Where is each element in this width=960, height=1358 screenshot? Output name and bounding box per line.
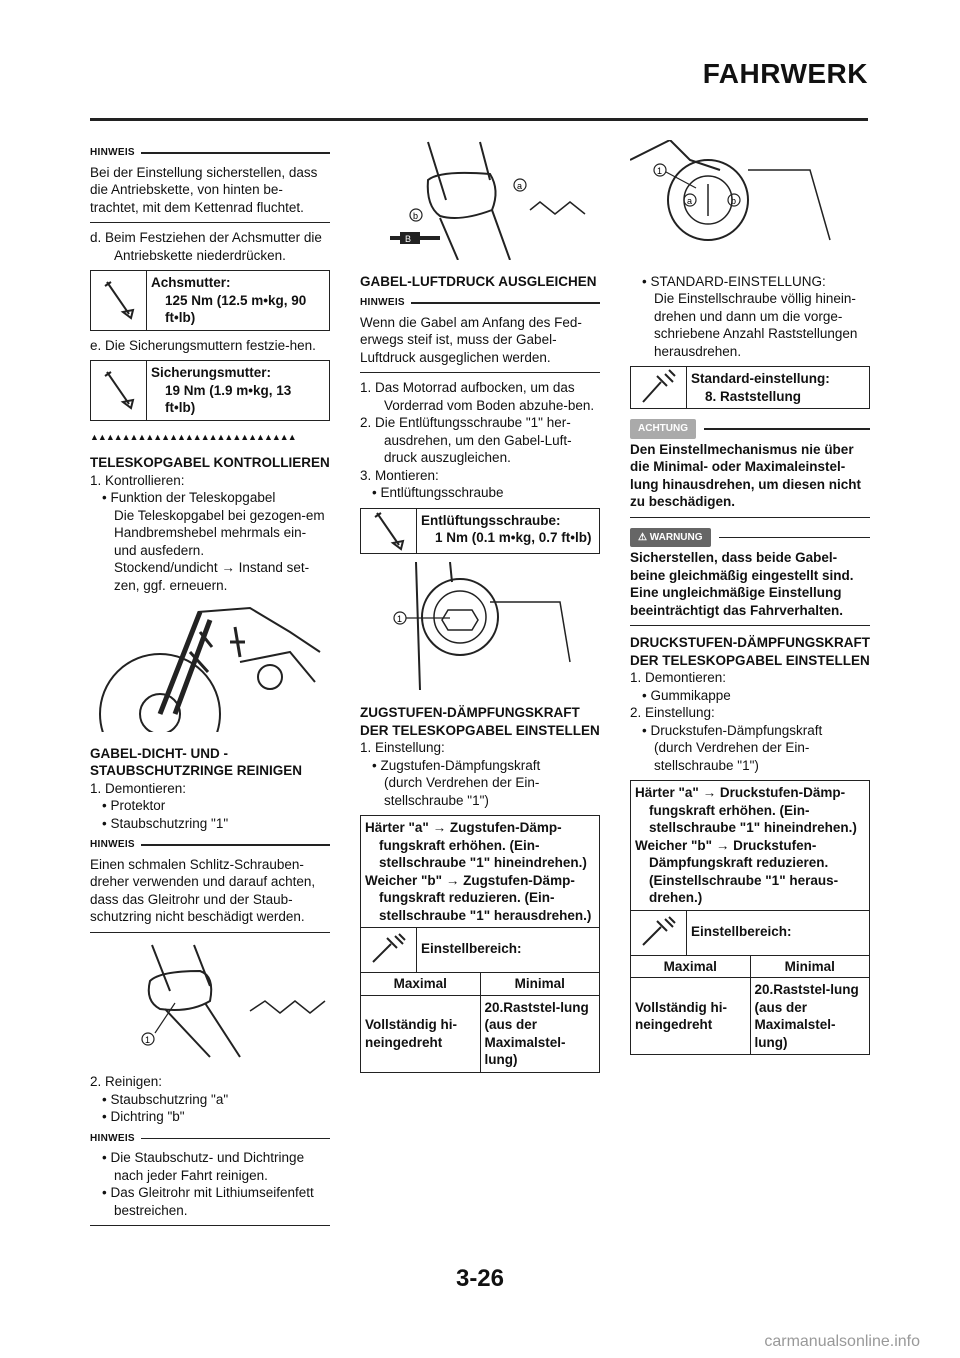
note-header: HINWEIS xyxy=(90,836,330,854)
footer-watermark: carmanualsonline.info xyxy=(764,1333,920,1350)
fork-seal-illustration xyxy=(360,140,600,265)
caution-header: ACHTUNG xyxy=(630,419,870,439)
adjust-icon xyxy=(631,911,687,955)
callout-b: b xyxy=(731,196,737,206)
bullet-text: (durch Verdrehen der Ein-stellschraube "1") xyxy=(384,775,540,808)
step: 1. Einstellung: xyxy=(360,740,445,755)
torque-wrench-icon xyxy=(361,509,417,553)
torque-spec-bleed-screw: Entlüftungsschraube: 1 Nm (0.1 m•kg, 0.7 ft•lb) xyxy=(360,508,600,554)
note-header: HINWEIS xyxy=(360,294,600,312)
adjust-icon xyxy=(361,928,417,972)
note-text: Einen schmalen Schlitz-Schrauben-dreher verwenden und darauf achten, dass das Gleitrohr und der Staub-schutzring nicht beschädigt werden. xyxy=(90,854,330,933)
bullet-text: Die Einstellschraube völlig hinein-drehen und dann um die vorge-schriebene Anzahl Raststellungen herausdrehen. xyxy=(654,291,858,359)
note-text: • Die Staubschutz- und Dichtringe nach jeder Fahrt reinigen. • Das Gleitrohr mit Lithiumseifenfett bestreichen. xyxy=(90,1147,330,1226)
rebound-damping-box: Härter "a" → Zugstufen-Dämp-fungskraft erhöhen. (Ein-stellschraube "1" hineindrehen.) Weicher "b" → Zugstufen-Dämp-fungskraft reduzieren. (Ein-stellschraube "1" herausdrehen.) Einstellbereich: Maximal Minimal Vollständig hi-neingedreht 20.Raststel-lung (aus der Maximalstel-lung) xyxy=(360,815,600,1073)
fork-cap-illustration xyxy=(360,562,600,697)
bullet: • Staubschutzring "a" xyxy=(102,1091,229,1107)
step: 2. Reinigen: xyxy=(90,1074,163,1089)
bullet: • Funktion der Teleskopgabel xyxy=(102,490,276,505)
bullet: • Zugstufen-Dämpfungskraft xyxy=(372,757,541,773)
section-heading: DRUCKSTUFEN-DÄMPFUNGSKRAFT DER TELESKOPGABEL EINSTELLEN xyxy=(630,635,870,668)
warning-triangle-icon: ⚠ xyxy=(638,531,650,543)
callout-a: a xyxy=(687,196,693,206)
column-2 xyxy=(360,140,600,1079)
bullet-text: Die Teleskopgabel bei gezogen-em Handbremshebel mehrmals ein- und ausfedern. xyxy=(114,507,325,558)
section-heading: ZUGSTUFEN-DÄMPFUNGSKRAFT DER TELESKOPGABEL EINSTELLEN xyxy=(360,705,600,738)
section-heading: TELESKOPGABEL KONTROLLIEREN xyxy=(90,455,330,470)
callout-a: a xyxy=(517,181,523,191)
warning-header: ⚠ WARNUNG xyxy=(630,528,870,548)
step: 1. Demontieren: xyxy=(630,670,727,685)
bullet: • Druckstufen-Dämpfungskraft xyxy=(642,722,823,738)
section-heading: GABEL-DICHT- UND -STAUBSCHUTZRINGE REINIGEN xyxy=(90,745,303,778)
column-3 xyxy=(630,140,870,1061)
torque-spec-lock-nut: Sicherungsmutter: 19 Nm (1.9 m•kg, 13 ft•lb) xyxy=(90,360,330,421)
adjuster-illustration xyxy=(630,140,870,265)
section-divider: ▲▲▲▲▲▲▲▲▲▲▲▲▲▲▲▲▲▲▲▲▲▲▲▲▲▲ xyxy=(90,431,296,442)
step: 1. Demontieren: xyxy=(90,780,187,796)
note-header: HINWEIS xyxy=(90,1130,330,1148)
motorcycle-fork-illustration xyxy=(90,602,330,737)
header-rule xyxy=(90,118,868,121)
compression-damping-box: Härter "a" → Druckstufen-Dämp-fungskraft erhöhen. (Ein-stellschraube "1" hineindrehen.) Weicher "b" → Druckstufen-Dämpfungskraft reduzieren. (Einstellschraube "1" heraus-drehen.) Einstellbereich: Maximal Minimal Vollständig hi-neingedreht 20.Raststel-lung (aus der Maximalstel-lung) xyxy=(630,780,870,1055)
step-e: e. Die Sicherungsmuttern festzie-hen. xyxy=(90,337,316,353)
column-1 xyxy=(90,140,330,1232)
step: 1. Das Motorrad aufbocken, um das Vorderrad vom Boden abzuhe-ben. xyxy=(360,380,595,413)
grease-tag: B xyxy=(405,234,412,244)
standard-setting-spec: Standard-einstellung: 8. Raststellung xyxy=(630,366,870,409)
callout-b: b xyxy=(413,211,419,221)
section-heading: GABEL-LUFTDRUCK AUSGLEICHEN xyxy=(360,273,597,289)
bullet-text: (durch Verdrehen der Ein-stellschraube "1") xyxy=(654,740,810,773)
note-text: Wenn die Gabel am Anfang des Fed-erwegs steif ist, muss der Gabel-Luftdruck ausgeglichen werden. xyxy=(360,312,600,374)
step-d: d. Beim Festziehen der Achsmutter die Antriebskette niederdrücken. xyxy=(90,230,322,263)
note-header: HINWEIS xyxy=(90,144,330,162)
callout-label: 1 xyxy=(657,166,663,176)
step: 1. Kontrollieren: xyxy=(90,472,185,488)
bullet: • Dichtring "b" xyxy=(102,1109,185,1124)
warning-text: Sicherstellen, dass beide Gabel-beine gleichmäßig eingestellt sind. Eine ungleichmäßige Einstellung beeinträchtigt das Fahrverhalten. xyxy=(630,547,870,626)
step: 2. Einstellung: xyxy=(630,705,715,720)
bullet: • Staubschutzring "1" xyxy=(102,815,229,831)
adjust-icon xyxy=(631,367,687,408)
step: 3. Montieren: xyxy=(360,467,439,483)
bullet: • Entlüftungsschraube xyxy=(372,485,504,500)
bullet: • Gummikappe xyxy=(642,687,731,703)
torque-spec-axle-nut: Achsmutter: 125 Nm (12.5 m•kg, 90 ft•lb) xyxy=(90,270,330,331)
page-number: 3-26 xyxy=(455,1265,505,1292)
bullet-text: Stockend/undicht → Instand set-zen, ggf. erneuern. xyxy=(114,560,310,593)
dust-seal-illustration xyxy=(90,941,330,1066)
torque-wrench-icon xyxy=(91,271,147,330)
caution-text: Den Einstellmechanismus nie über die Minimal- oder Maximaleinstel-lung hinausdrehen, um diesen nicht zu beschädigen. xyxy=(630,439,870,518)
bullet: • Protektor xyxy=(102,798,166,813)
callout-label: 1 xyxy=(397,613,403,624)
callout-label: 1 xyxy=(145,1034,151,1045)
bullet: • STANDARD-EINSTELLUNG: xyxy=(642,273,826,289)
note-text: Bei der Einstellung sicherstellen, dass die Antriebskette, von hinten be-trachtet, mit dem Kettenrad fluchtet. xyxy=(90,162,330,224)
torque-wrench-icon xyxy=(91,361,147,420)
page-title: FAHRWERK xyxy=(702,58,868,89)
step: 2. Die Entlüftungsschraube "1" her-ausdrehen, um den Gabel-Luft-druck auszugleichen. xyxy=(360,415,572,465)
